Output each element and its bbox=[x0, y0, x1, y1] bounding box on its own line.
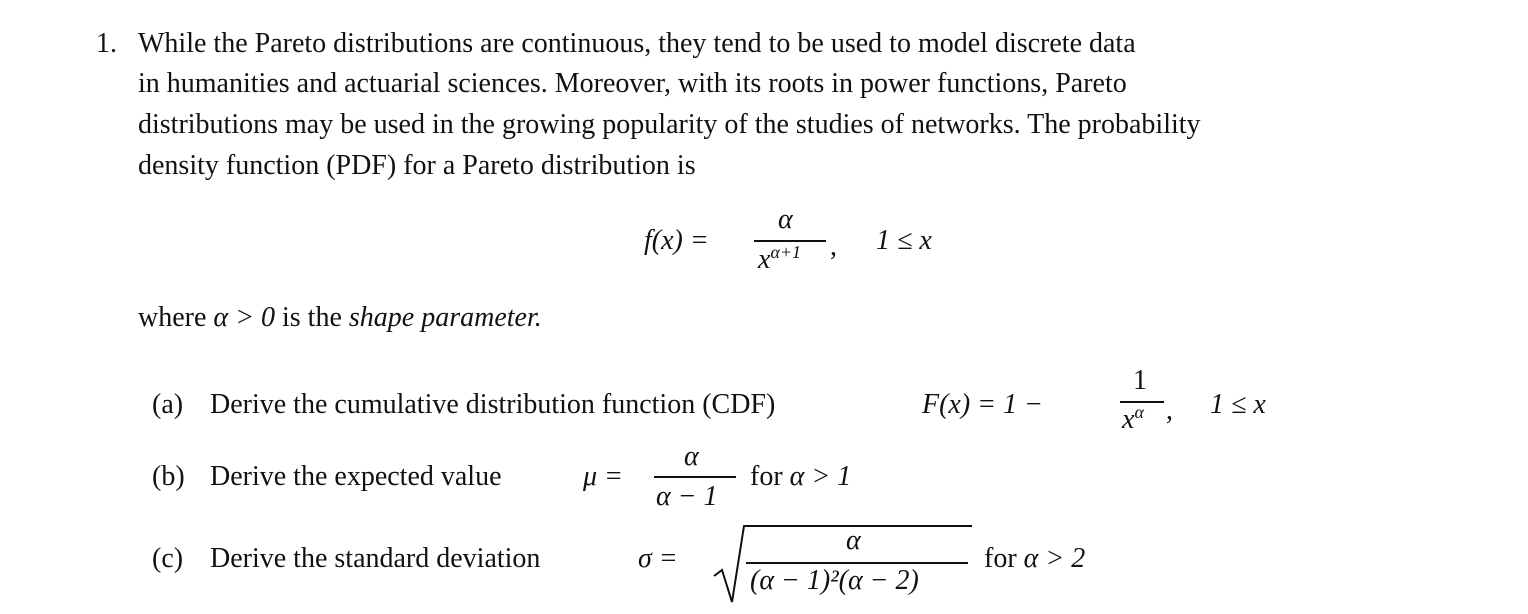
intro-line-4: density function (PDF) for a Pareto distribution is bbox=[138, 150, 696, 181]
part-b-frac-denominator: α − 1 bbox=[656, 481, 718, 512]
pdf-numerator: α bbox=[778, 204, 793, 235]
pdf-lhs: f(x) = bbox=[644, 225, 709, 256]
problem-number: 1. bbox=[96, 28, 117, 59]
part-c-condition: for α > 2 bbox=[984, 543, 1086, 574]
part-b-text: Derive the expected value bbox=[210, 461, 502, 492]
part-b-frac-numerator: α bbox=[684, 441, 699, 472]
part-c-frac-numerator: α bbox=[846, 525, 861, 556]
part-a-domain: 1 ≤ x bbox=[1210, 389, 1266, 420]
part-c-frac-denominator: (α − 1)²(α − 2) bbox=[750, 565, 919, 596]
part-a-text: Derive the cumulative distribution function (CDF) bbox=[210, 389, 776, 420]
pdf-comma: , bbox=[830, 231, 837, 262]
part-b-fraction-bar bbox=[654, 476, 736, 478]
part-a-label: (a) bbox=[152, 389, 184, 420]
part-b-math-lhs: μ = bbox=[583, 461, 623, 492]
pdf-denominator: $x^{\alpha+1}$ bbox=[758, 242, 802, 275]
part-c-text: Derive the standard deviation bbox=[210, 543, 541, 574]
part-a-frac-numerator: 1 bbox=[1133, 365, 1147, 396]
part-b-condition: for α > 1 bbox=[750, 461, 852, 492]
intro-line-2: in humanities and actuarial sciences. Moreover, with its roots in power functions, Pareto bbox=[138, 68, 1127, 99]
intro-line-1: While the Pareto distributions are continuous, they tend to be used to model discrete data bbox=[138, 28, 1136, 59]
part-c-label: (c) bbox=[152, 543, 184, 574]
pdf-domain: 1 ≤ x bbox=[876, 225, 932, 256]
part-c-math-lhs: σ = bbox=[638, 543, 678, 574]
part-a-math-lhs: F(x) = 1 − bbox=[922, 389, 1043, 420]
part-b-label: (b) bbox=[152, 461, 185, 492]
part-a-comma: , bbox=[1166, 395, 1173, 426]
part-a-frac-denominator: $x^\alpha$ bbox=[1122, 402, 1144, 435]
intro-line-3: distributions may be used in the growing popularity of the studies of networks. The probability bbox=[138, 109, 1201, 140]
shape-parameter-line: where α > 0 is the shape parameter. bbox=[138, 302, 542, 333]
